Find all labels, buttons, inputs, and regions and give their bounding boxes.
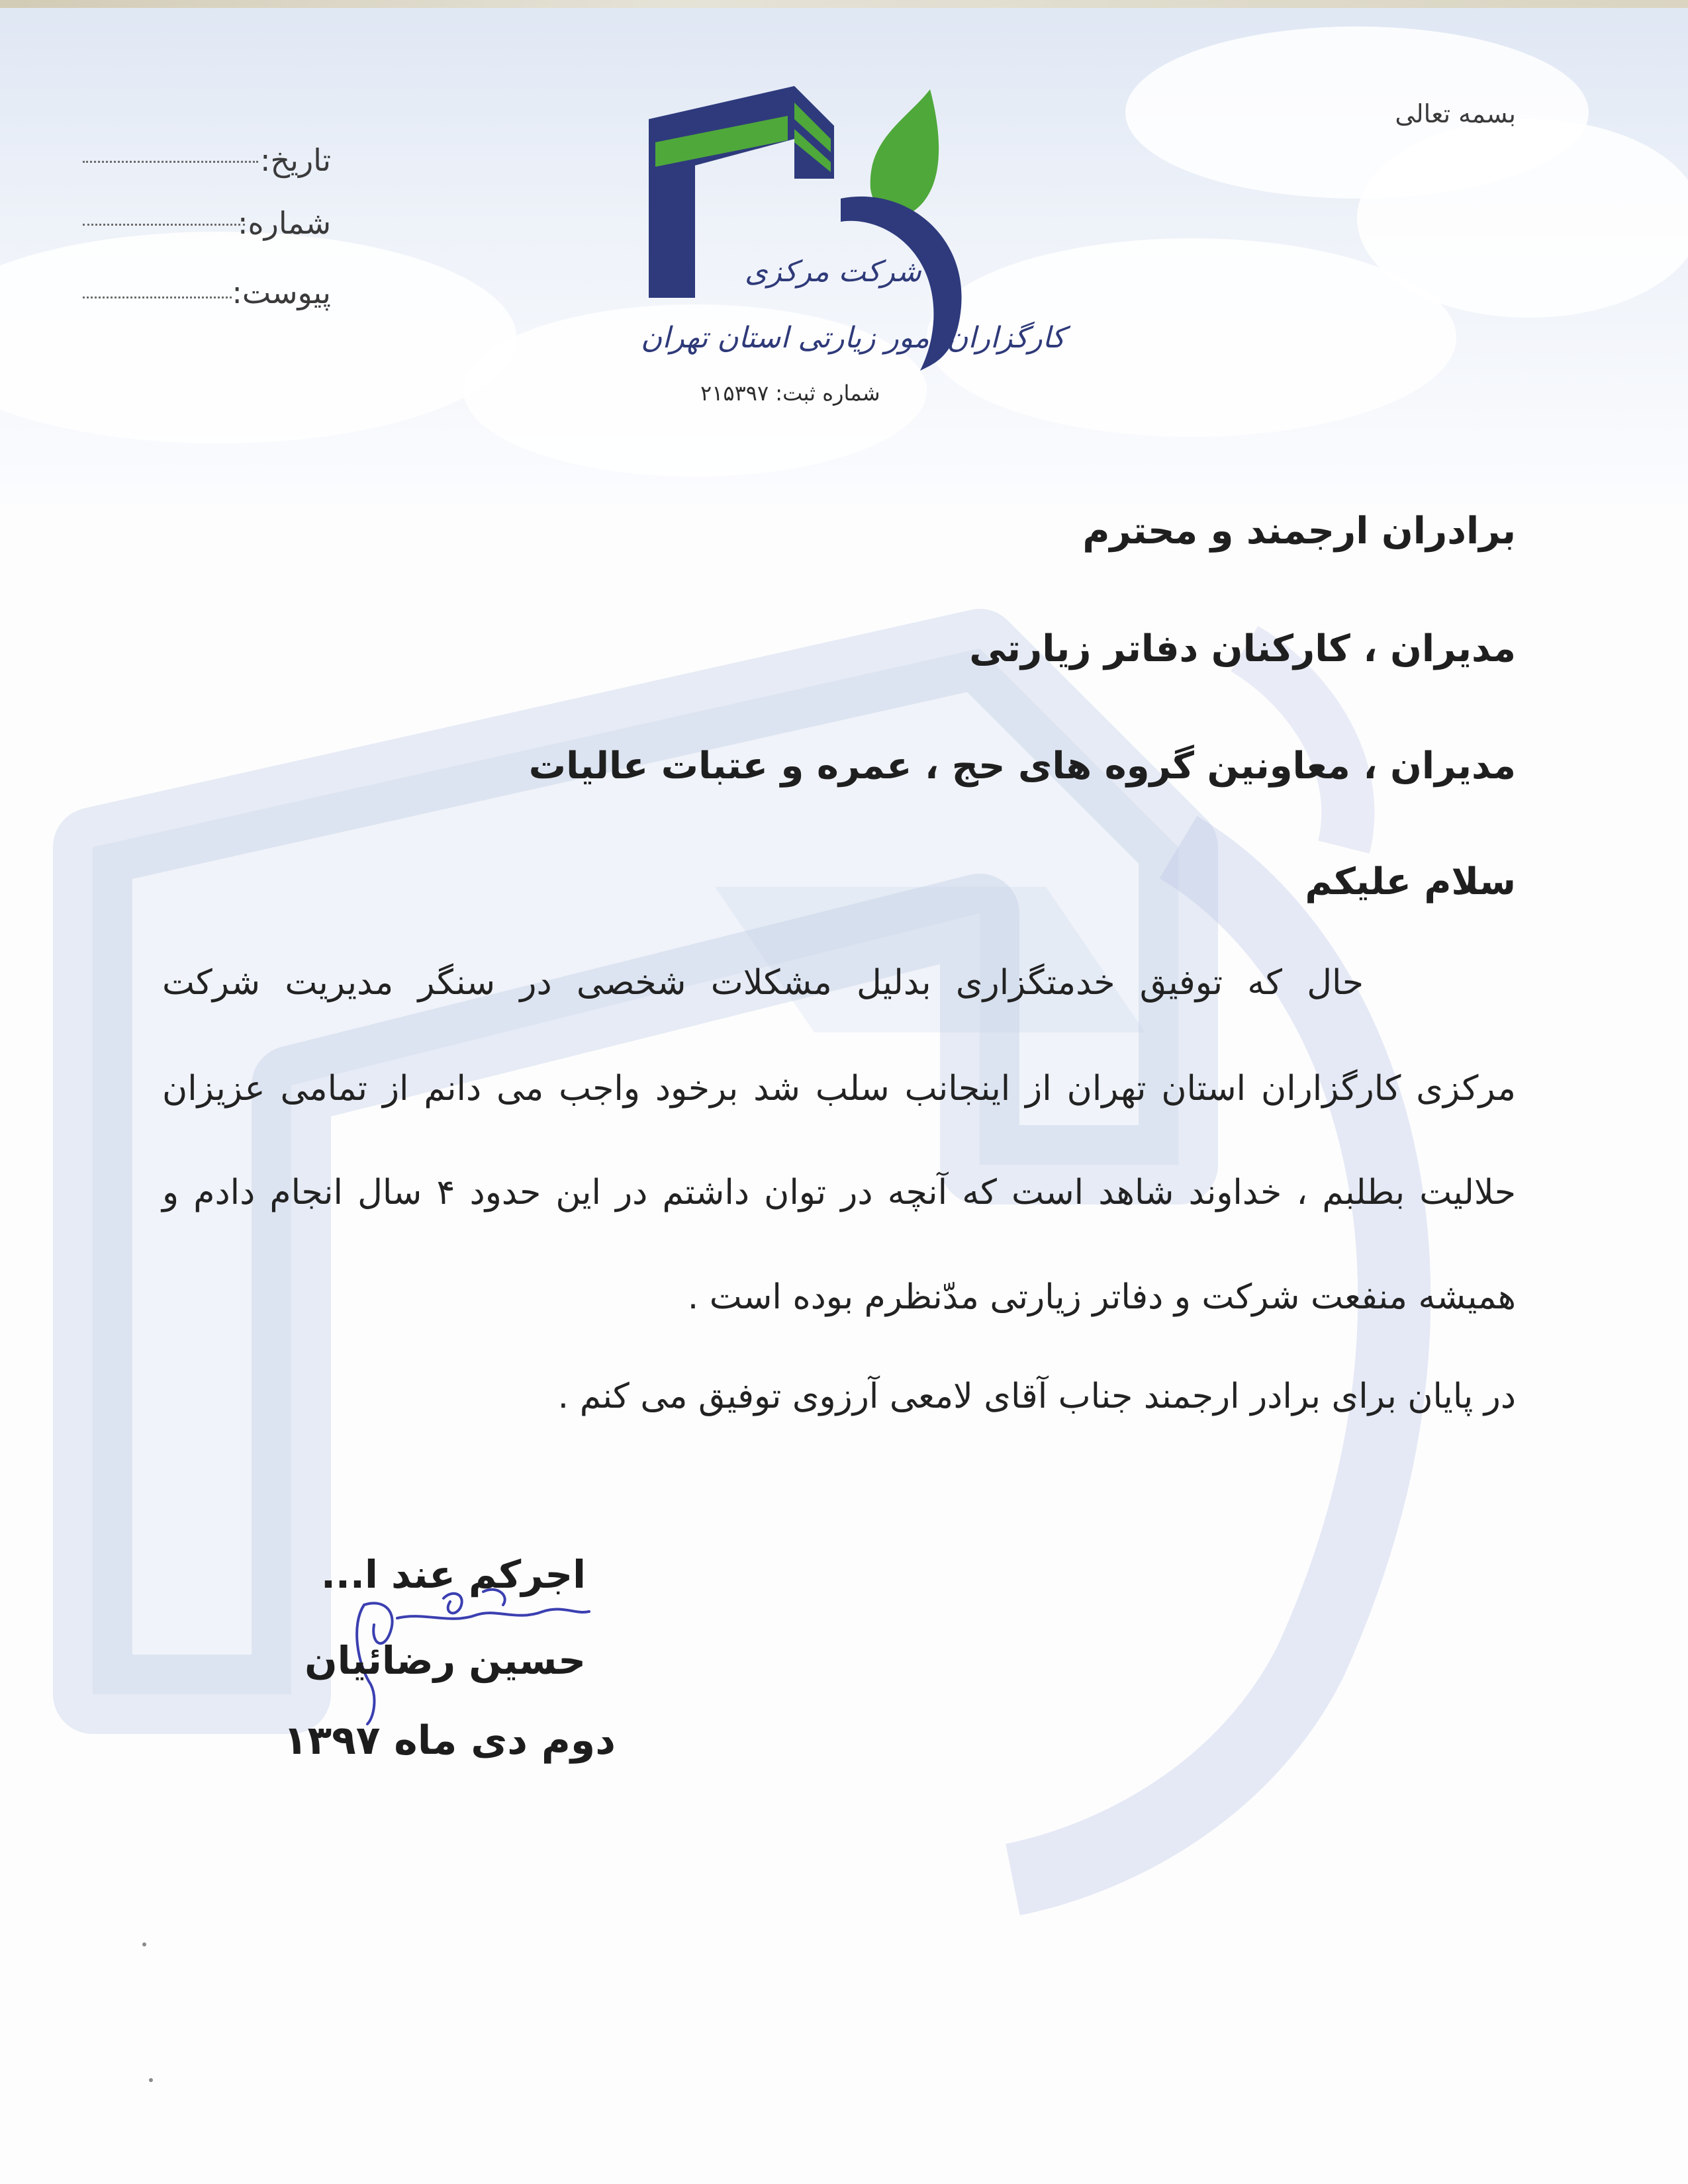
cloud-shape: [0, 232, 516, 443]
addressee-line-1: برادران ارجمند و محترم: [1082, 510, 1516, 553]
signature-date: دوم دی ماه ۱۳۹۷: [283, 1717, 616, 1764]
paragraph-line: مرکزی کارگزاران استان تهران از اینجانب سلب شد برخود واجب می دانم از تمامی عزیزان: [162, 1069, 1516, 1109]
number-label: شماره:: [238, 205, 331, 241]
number-field-line: [83, 224, 245, 226]
scan-edge: [0, 0, 1688, 8]
paragraph-line: حال که توفیق خدمتگزاری بدلیل مشکلات شخصی در سنگر مدیریت شرکت: [162, 963, 1364, 1003]
scan-speck: [149, 2078, 153, 2082]
closing-sentence: در پایان برای برادر ارجمند جناب آقای لامعی آرزوی توفیق می کنم .: [557, 1377, 1516, 1416]
scan-speck: [142, 1942, 146, 1946]
paragraph-line: همیشه منفعت شرکت و دفاتر زیارتی مدّنظرم بوده است .: [687, 1277, 1516, 1317]
registration-number: شماره ثبت: ۲۱۵۳۹۷: [700, 381, 880, 406]
signatory-name: حسین رضائیان: [305, 1638, 586, 1683]
attachment-field-line: [83, 296, 232, 298]
date-label: تاریخ:: [259, 142, 331, 178]
addressee-line-2: مدیران ، کارکنان دفاتر زیارتی: [969, 627, 1516, 670]
company-logo: [629, 79, 1000, 410]
date-field-line: [83, 161, 258, 163]
signature-closing: اجرکم عند ا...: [320, 1552, 586, 1597]
attachment-label: پیوست:: [232, 275, 331, 310]
company-subtitle: کارگزاران امور زیارتی استان تهران: [641, 321, 1066, 355]
salutation: سلام علیکم: [1305, 860, 1516, 903]
basmala-text: بسمه تعالی: [1395, 99, 1516, 128]
company-name: شرکت مرکزی: [745, 255, 921, 289]
paragraph-line: حلالیت بطلبم ، خداوند شاهد است که آنچه در توان داشتم در این حدود ۴ سال انجام دادم و: [162, 1173, 1516, 1212]
addressee-line-3: مدیران ، معاونین گروه های حج ، عمره و عتبات عالیات: [528, 745, 1516, 788]
